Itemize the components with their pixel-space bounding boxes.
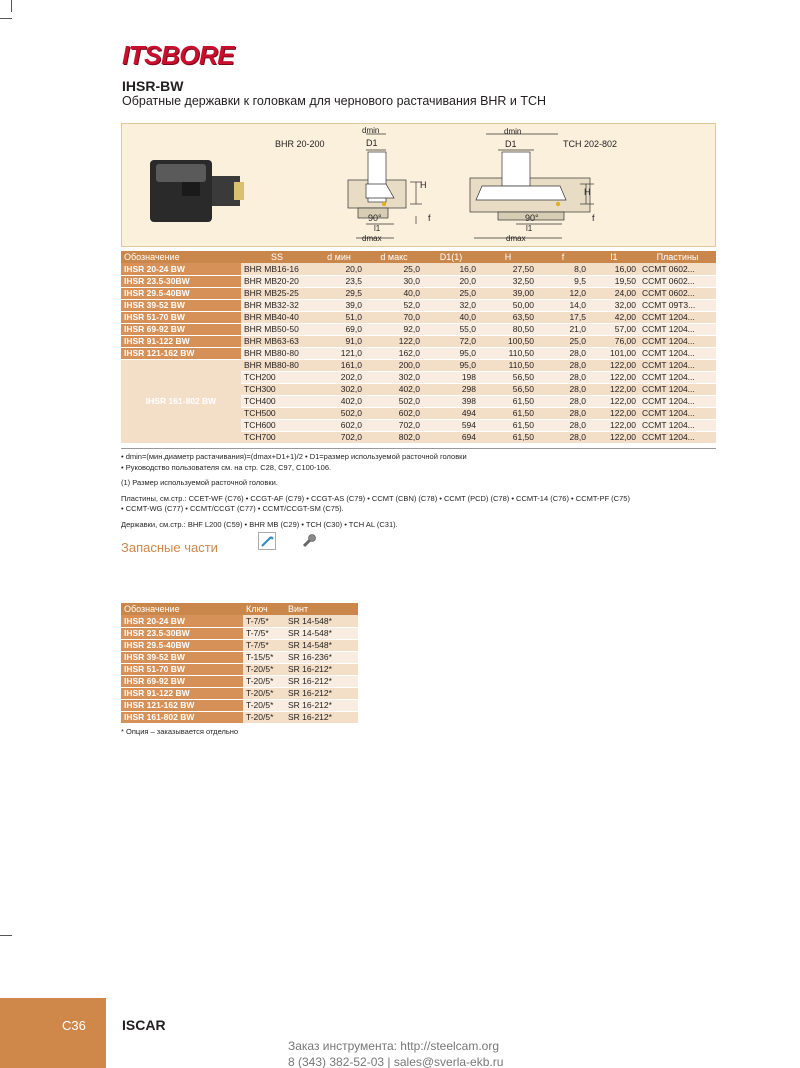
crop-mark [11,0,12,12]
cell-h: 50,00 [479,299,537,311]
cell-dmin: 302,0 [313,383,365,395]
cell-screw: SR 14-548* [285,627,358,639]
page-number-tab [0,998,106,1068]
cell-h: 80,50 [479,323,537,335]
cell-d1: 55,0 [423,323,479,335]
cell-ss: BHR MB50-50 [241,323,313,335]
cell-inserts: CCMT 1204... [639,323,716,335]
cell-screw: SR 16-212* [285,675,358,687]
cell-ss: BHR MB20-20 [241,275,313,287]
cell-dmax: 402,0 [365,383,423,395]
table-row [121,651,358,663]
cell-d1: 594 [423,419,479,431]
cell-f: 28,0 [537,395,589,407]
cell-inserts: CCMT 1204... [639,311,716,323]
order-link[interactable]: Заказ инструмента: http://steelcam.org [288,1039,500,1053]
cell-h: 110,50 [479,359,537,371]
cell-dmin: 51,0 [313,311,365,323]
table-row [121,299,716,311]
cell-designation: IHSR 51-70 BW [121,311,241,323]
col-f: f [537,251,589,263]
cell-dmin: 91,0 [313,335,365,347]
cell-dmin: 702,0 [313,431,365,443]
brand-name: ISCAR [122,1017,166,1033]
cell-h: 61,50 [479,395,537,407]
cell-designation: IHSR 69-92 BW [121,675,243,687]
col-ss: SS [241,251,313,263]
cell-key: T-20/5* [243,675,285,687]
cell-dmax: 92,0 [365,323,423,335]
tch-d1-label: D1 [505,139,517,149]
cell-d1: 694 [423,431,479,443]
tch-f-label: f [592,213,595,223]
cell-f: 28,0 [537,407,589,419]
cell-l1: 57,00 [589,323,639,335]
bhr-drawing [344,124,464,246]
cell-d1: 298 [423,383,479,395]
cell-key: T-7/5* [243,627,285,639]
cell-screw: SR 16-236* [285,651,358,663]
cell-dmax: 502,0 [365,395,423,407]
contact-info[interactable]: 8 (343) 382-52-03 | sales@sverla-ekb.ru [288,1055,504,1068]
page-number: C36 [62,1018,86,1033]
diagram-panel [121,123,716,247]
notes-block [121,452,721,530]
cell-d1: 95,0 [423,359,479,371]
note-manual: • Руководство пользователя см. на стр. C28, C97, C100-106. [121,462,332,472]
cell-d1: 25,0 [423,287,479,299]
page-subtitle: Обратные державки к головкам для чернового растачивания BHR и TCH [122,94,547,108]
tch-h-label: H [584,187,591,197]
tch-l1-label: l1 [526,224,533,233]
cell-designation: IHSR 20-24 BW [121,615,243,627]
cell-ss: TCH700 [241,431,313,443]
table-row [121,687,358,699]
cell-inserts: CCMT 1204... [639,335,716,347]
cell-h: 110,50 [479,347,537,359]
cell-l1: 16,00 [589,263,639,275]
col-dmin: d мин [313,251,365,263]
cell-designation: IHSR 161-802 BW [121,711,243,723]
cell-l1: 122,00 [589,359,639,371]
cell-l1: 101,00 [589,347,639,359]
cell-designation: IHSR 20-24 BW [121,263,241,275]
cell-d1: 20,0 [423,275,479,287]
cell-designation: IHSR 69-92 BW [121,323,241,335]
cell-ss: BHR MB16-16 [241,263,313,275]
cell-designation: IHSR 39-52 BW [121,651,243,663]
cell-dmax: 52,0 [365,299,423,311]
table-row [121,711,358,723]
cell-designation: IHSR 39-52 BW [121,299,241,311]
tch-dmin-label: dmin [504,127,522,136]
cell-f: 28,0 [537,383,589,395]
note-holders: Державки, см.стр.: BHF L200 (C59) • BHR MB (C29) • TCH (C30) • TCH AL (C31). [121,519,398,529]
cell-dmax: 162,0 [365,347,423,359]
cell-inserts: CCMT 0602... [639,275,716,287]
page-title: IHSR-BW [122,78,184,94]
bhr-dmin-label: dmin [362,126,380,135]
spare-parts-title: Запасные части [121,540,218,555]
cell-f: 28,0 [537,347,589,359]
cell-key: T-20/5* [243,699,285,711]
cell-l1: 19,50 [589,275,639,287]
cell-dmax: 40,0 [365,287,423,299]
cell-key: T-7/5* [243,639,285,651]
cell-dmax: 25,0 [365,263,423,275]
cell-dmax: 602,0 [365,407,423,419]
note-inserts: Пластины, см.стр.: CCET-WF (C76) • CCGT-AF (C79) • CCGT-AS (C79) • CCMT (CBN) (C78) • CCMT (PCD) (C78) • CCMT-14 (C76) • CCMT-PF (C75) [121,493,630,503]
cell-dmin: 602,0 [313,419,365,431]
crop-mark [0,935,12,936]
cell-dmin: 402,0 [313,395,365,407]
cell-ss: TCH300 [241,383,313,395]
cell-key: T-20/5* [243,663,285,675]
cell-screw: SR 16-212* [285,663,358,675]
cell-dmin: 502,0 [313,407,365,419]
cell-f: 8,0 [537,263,589,275]
cell-f: 28,0 [537,431,589,443]
cell-ss: BHR MB63-63 [241,335,313,347]
cell-d1: 16,0 [423,263,479,275]
cell-ss: TCH200 [241,371,313,383]
cell-f: 28,0 [537,419,589,431]
cell-f: 9,5 [537,275,589,287]
col-inserts: Пластины [639,251,716,263]
diagram-label-bhr: BHR 20-200 [275,139,325,149]
col-l1: l1 [589,251,639,263]
cell-screw: SR 16-212* [285,711,358,723]
cell-designation: IHSR 29.5-40BW [121,639,243,651]
cell-l1: 122,00 [589,371,639,383]
cell-dmax: 702,0 [365,419,423,431]
cell-dmin: 161,0 [313,359,365,371]
cell-l1: 42,00 [589,311,639,323]
cell-dmin: 202,0 [313,371,365,383]
cell-f: 12,0 [537,287,589,299]
table-row [121,639,358,651]
cell-inserts: CCMT 0602... [639,263,716,275]
cell-inserts: CCMT 1204... [639,347,716,359]
cell-ss: BHR MB80-80 [241,359,313,371]
bhr-f-label: f [428,213,431,223]
cell-h: 56,50 [479,371,537,383]
cell-dmin: 39,0 [313,299,365,311]
cell-designation: IHSR 23.5-30BW [121,275,241,287]
cell-l1: 122,00 [589,395,639,407]
cell-h: 61,50 [479,431,537,443]
table-row [121,675,358,687]
cell-designation: IHSR 23.5-30BW [121,627,243,639]
tch-dmax-label: dmax [506,234,526,243]
bhr-h-label: H [420,180,427,190]
cell-ss: TCH600 [241,419,313,431]
table-row [121,615,358,627]
col-key: Ключ [243,603,285,615]
cell-inserts: CCMT 09T3... [639,299,716,311]
parts-header-row [121,603,358,615]
col-h: H [479,251,537,263]
col-screw: Винт [285,603,358,615]
cell-designation: IHSR 91-122 BW [121,687,243,699]
cell-h: 56,50 [479,383,537,395]
cell-inserts: CCMT 1204... [639,383,716,395]
table-row [121,359,716,371]
cell-dmax: 802,0 [365,431,423,443]
diagram-label-tch: TCH 202-802 [563,139,618,149]
cell-inserts: CCMT 1204... [639,407,716,419]
cell-ss: BHR MB80-80 [241,347,313,359]
cell-d1: 40,0 [423,311,479,323]
spec-header-row [121,251,716,263]
cell-dmin: 29,5 [313,287,365,299]
cell-l1: 32,00 [589,299,639,311]
cell-dmin: 69,0 [313,323,365,335]
cell-f: 17,5 [537,311,589,323]
cell-ss: BHR MB40-40 [241,311,313,323]
cell-screw: SR 16-212* [285,699,358,711]
cell-dmax: 30,0 [365,275,423,287]
cell-key: T-7/5* [243,615,285,627]
bhr-angle-label: 90° [368,213,382,223]
bhr-l1-label: l1 [374,224,381,233]
tch-angle-label: 90° [525,213,539,223]
table-divider [121,448,716,449]
cell-l1: 122,00 [589,431,639,443]
cell-f: 21,0 [537,323,589,335]
cell-designation: IHSR 51-70 BW [121,663,243,675]
bhr-dmax-label: dmax [362,234,382,243]
cell-d1: 494 [423,407,479,419]
table-row [121,275,716,287]
cell-key: T-20/5* [243,687,285,699]
cell-d1: 398 [423,395,479,407]
cell-designation: IHSR 121-162 BW [121,347,241,359]
cell-dmax: 122,0 [365,335,423,347]
table-row [121,263,716,275]
cell-ss: TCH500 [241,407,313,419]
cell-h: 39,00 [479,287,537,299]
table-row [121,663,358,675]
cell-f: 14,0 [537,299,589,311]
table-row [121,335,716,347]
cell-dmin: 20,0 [313,263,365,275]
cell-l1: 122,00 [589,383,639,395]
cell-l1: 122,00 [589,419,639,431]
cell-ss: BHR MB25-25 [241,287,313,299]
cell-dmin: 121,0 [313,347,365,359]
cell-l1: 24,00 [589,287,639,299]
cell-l1: 122,00 [589,407,639,419]
col-d1: D1(1) [423,251,479,263]
col-designation: Обозначение [121,603,243,615]
cell-inserts: CCMT 1204... [639,371,716,383]
cell-screw: SR 16-212* [285,687,358,699]
col-designation: Обозначение [121,251,241,263]
parts-note: * Опция – заказывается отдельно [121,727,239,736]
cell-h: 63,50 [479,311,537,323]
parts-table [121,603,358,724]
cell-screw: SR 14-548* [285,639,358,651]
cell-dmax: 302,0 [365,371,423,383]
table-row [121,323,716,335]
key-icon [258,532,276,550]
table-row [121,699,358,711]
col-dmax: d макс [365,251,423,263]
table-row [121,287,716,299]
screw-icon [300,532,318,550]
cell-f: 28,0 [537,359,589,371]
cell-key: T-20/5* [243,711,285,723]
tool-photo [142,156,252,231]
cell-d1: 32,0 [423,299,479,311]
cell-inserts: CCMT 0602... [639,287,716,299]
cell-ss: TCH400 [241,395,313,407]
cell-d1: 198 [423,371,479,383]
note-inserts-cont: • CCMT-WG (C77) • CCMT/CCGT (C77) • CCMT/CCGT-SM (C75). [121,504,344,513]
cell-ss: BHR MB32-32 [241,299,313,311]
note-footnote: (1) Размер используемой расточной головки. [121,478,278,487]
cell-inserts: CCMT 1204... [639,431,716,443]
cell-h: 61,50 [479,407,537,419]
cell-d1: 72,0 [423,335,479,347]
table-row [121,347,716,359]
cell-f: 25,0 [537,335,589,347]
itsbore-logo: ITSBORE [122,40,235,70]
cell-d1: 95,0 [423,347,479,359]
table-row [121,311,716,323]
cell-h: 27,50 [479,263,537,275]
table-row [121,627,358,639]
cell-screw: SR 14-548* [285,615,358,627]
note-dmin: • dmin=(мин.диаметр растачивания)=(dmax+D1+1)/2 • D1=размер используемой расточной головки [121,452,467,461]
tch-drawing [462,124,612,246]
cell-designation: IHSR 91-122 BW [121,335,241,347]
cell-group-designation: IHSR 161-802 BW [121,359,241,443]
cell-f: 28,0 [537,371,589,383]
cell-dmax: 70,0 [365,311,423,323]
cell-key: T-15/5* [243,651,285,663]
cell-designation: IHSR 121-162 BW [121,699,243,711]
cell-inserts: CCMT 1204... [639,359,716,371]
cell-designation: IHSR 29.5-40BW [121,287,241,299]
crop-mark [0,18,12,19]
cell-dmin: 23,5 [313,275,365,287]
cell-h: 61,50 [479,419,537,431]
cell-dmax: 200,0 [365,359,423,371]
cell-h: 32,50 [479,275,537,287]
spec-table [121,251,716,444]
cell-h: 100,50 [479,335,537,347]
cell-inserts: CCMT 1204... [639,419,716,431]
cell-inserts: CCMT 1204... [639,395,716,407]
bhr-d1-label: D1 [366,138,378,148]
cell-l1: 76,00 [589,335,639,347]
